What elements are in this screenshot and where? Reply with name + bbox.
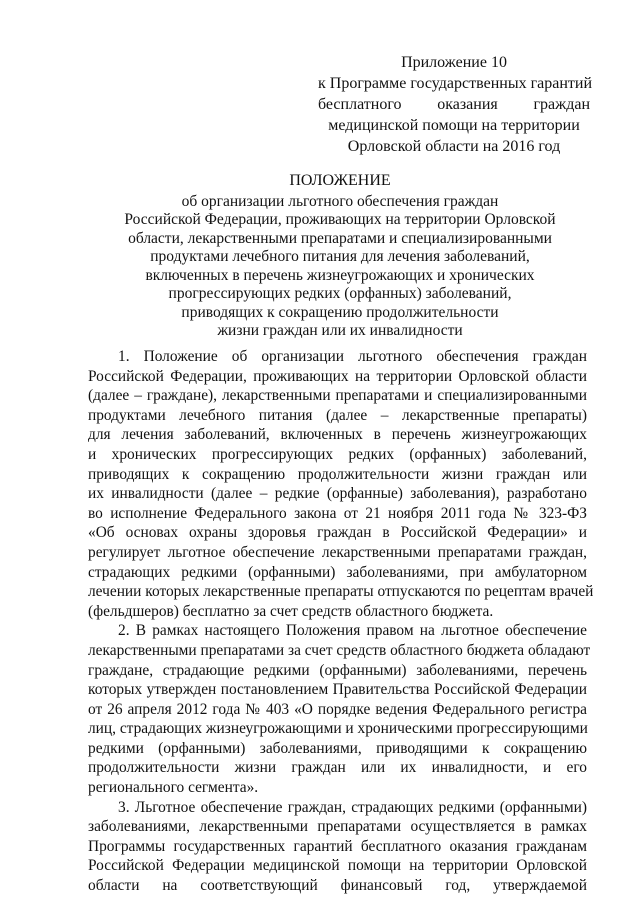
text-line: лиц, страдающих жизнеугрожающими и хроническими прогрессирующими	[88, 720, 588, 738]
heading-line: Российской Федерации, проживающих на территории Орловской	[124, 211, 556, 228]
text-line: (далее – граждане), лекарственными препаратами и специализированными	[88, 387, 587, 405]
text-line: области на соответствующий финансовый год, утверждаемой	[88, 877, 587, 895]
paragraph-1	[88, 347, 594, 621]
heading-line: приводящих к сокращению продолжительности	[181, 303, 499, 321]
text-line: «Об основах охраны здоровья граждан в Российской Федерации» и	[88, 524, 587, 542]
text-line: граждане, страдающие редкими (орфанными) заболеваниями, перечень	[88, 661, 587, 679]
heading-line: области, лекарственными препаратами и специализированными	[128, 229, 552, 247]
document-heading	[100, 172, 580, 341]
text-line: Программы государственных гарантий бесплатного оказания гражданам	[88, 837, 587, 855]
text-line: и хронических прогрессирующих редких (орфанных) заболеваний,	[88, 445, 587, 463]
text-line: лекарственными препаратами за счет средств областного бюджета обладают	[88, 641, 591, 659]
text-line: которых утвержден постановлением Правительства Российской Федерации	[88, 681, 587, 699]
text-line: заболеваниями, лекарственными препаратами осуществляется в рамках	[88, 818, 587, 836]
text-line: продолжительности жизни граждан или их инвалидности, и его	[88, 759, 587, 777]
text-line: лечении которых лекарственные препараты отпускаются по рецептам врачей	[88, 583, 594, 601]
text-line: регулирует льготное обеспечение лекарственными препаратами граждан,	[88, 543, 587, 561]
heading-line: жизни граждан или их инвалидности	[217, 322, 463, 339]
text-line: 3. Льготное обеспечение граждан, страдающих редкими (орфанными)	[118, 798, 587, 816]
text-line: приводящих к сокращению продолжительности жизни граждан или	[88, 465, 587, 483]
appendix-block	[318, 52, 593, 157]
text-line: их инвалидности (далее – редкие (орфанные) заболевания), разработано	[88, 485, 587, 503]
text-line: страдающих редкими (орфанными) заболеваниями, при амбулаторном	[88, 563, 587, 581]
text-line: Российской Федерации, проживающих на территории Орловской области	[88, 367, 587, 385]
text-line: для лечения заболеваний, включенных в перечень жизнеугрожающих	[88, 426, 587, 444]
heading-line: об организации льготного обеспечения граждан	[181, 192, 499, 210]
text-line: продуктами лечебного питания (далее – лекарственные препараты)	[88, 406, 587, 424]
appendix-line: к Программе государственных гарантий	[318, 75, 593, 92]
document-body	[88, 347, 594, 896]
paragraph-3	[88, 798, 587, 896]
heading-line: прогрессирующих редких (орфанных) заболеваний,	[168, 285, 512, 302]
text-line: 1. Положение об организации льготного обеспечения граждан	[118, 348, 587, 365]
document-title: ПОЛОЖЕНИЕ	[289, 172, 391, 189]
appendix-line: медицинской помощи на территории	[328, 117, 580, 134]
text-line: (фельдшеров) бесплатно за счет средств областного бюджета.	[88, 602, 494, 620]
appendix-line: бесплатного оказания граждан	[318, 96, 590, 113]
text-line: регионального сегмента».	[88, 779, 259, 797]
text-line: 2. В рамках настоящего Положения правом на льготное обеспечение	[118, 622, 587, 640]
appendix-line: Приложение 10	[401, 54, 507, 71]
text-line: от 26 апреля 2012 года № 403 «О порядке ведения Федерального регистра	[88, 700, 587, 718]
heading-line: включенных в перечень жизнеугрожающих и хронических	[145, 266, 535, 284]
text-line: редкими (орфанными) заболеваниями, приводящими к сокращению	[88, 739, 587, 757]
appendix-line: Орловской области на 2016 год	[347, 138, 561, 155]
paragraph-2	[88, 621, 591, 797]
text-line: Российской Федерации медицинской помощи на территории Орловской	[88, 857, 587, 875]
text-line: во исполнение Федерального закона от 21 ноября 2011 года № 323-ФЗ	[88, 504, 587, 522]
heading-line: продуктами лечебного питания для лечения заболеваний,	[150, 248, 530, 265]
